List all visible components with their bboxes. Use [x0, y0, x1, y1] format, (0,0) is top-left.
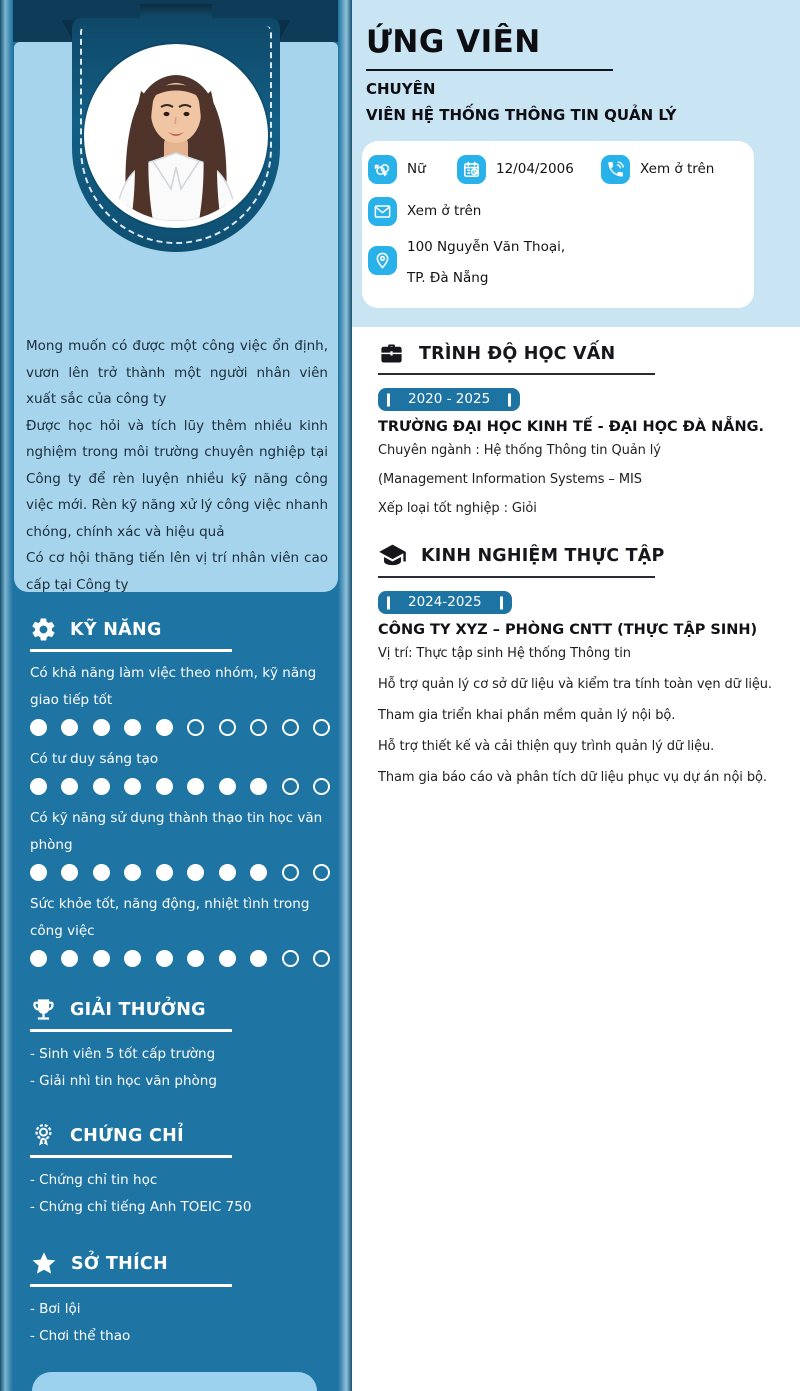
education-section — [378, 340, 796, 519]
rating-dot-filled — [30, 864, 47, 881]
rating-dot-filled — [156, 719, 173, 736]
skill-item — [30, 746, 330, 795]
rating-dot-filled — [93, 719, 110, 736]
contact-dob — [457, 155, 601, 184]
graduation-cap-icon — [378, 541, 407, 570]
certificates-header — [30, 1122, 330, 1158]
rating-dot-empty — [282, 778, 299, 795]
job-title-line1: CHUYÊN — [366, 80, 436, 98]
email-value: Xem ở trên — [407, 203, 482, 219]
sidebar-left-edge — [0, 0, 13, 1391]
education-school: TRƯỜNG ĐẠI HỌC KINH TẾ - ĐẠI HỌC ĐÀ NẴNG. — [378, 419, 765, 435]
trophy-icon — [30, 996, 57, 1023]
contact-email — [368, 197, 481, 226]
address-line1: 100 Nguyễn Văn Thoại, — [407, 239, 566, 255]
rating-dot-filled — [219, 778, 236, 795]
sidebar — [0, 0, 352, 1391]
rating-dot-filled — [124, 719, 141, 736]
hobbies-section — [30, 1250, 330, 1349]
hobby-item: - Chơi thể thao — [30, 1327, 131, 1344]
experience-detail-line: Vị trí: Thực tập sinh Hệ thống Thông tin — [378, 646, 631, 661]
rating-dot-empty — [282, 864, 299, 881]
hobby-item: - Bơi lội — [30, 1301, 81, 1317]
profile-photo — [91, 51, 261, 221]
rating-dot-filled — [30, 950, 47, 967]
education-detail-line: Chuyên ngành : Hệ thống Thông tin Quản lý — [378, 443, 661, 458]
rating-dot-filled — [250, 778, 267, 795]
rating-dot-filled — [187, 864, 204, 881]
experience-detail-line: Hỗ trợ thiết kế và cải thiện quy trình quản lý dữ liệu. — [378, 739, 715, 754]
contact-card — [362, 141, 754, 308]
rating-dot-filled — [61, 950, 78, 967]
rating-dot-filled — [156, 864, 173, 881]
skill-item — [30, 805, 330, 881]
hobbies-title: SỞ THÍCH — [71, 1254, 168, 1274]
skill-label: Có khả năng làm việc theo nhóm, kỹ năng giao tiếp tốt — [30, 665, 317, 708]
sidebar-right-edge — [338, 0, 352, 1391]
dob-value: 12/04/2006 — [496, 161, 574, 177]
education-period-badge: 2020 - 2025 — [378, 388, 520, 411]
gear-icon — [30, 616, 57, 643]
experience-detail-line: Hỗ trợ quản lý cơ sở dữ liệu và kiểm tra tính toàn vẹn dữ liệu. — [378, 677, 772, 692]
education-detail-line: Xếp loại tốt nghiệp : Giỏi — [378, 501, 537, 516]
skill-label: Sức khỏe tốt, năng động, nhiệt tình trong công việc — [30, 896, 310, 939]
rating-dot-filled — [187, 950, 204, 967]
skills-header — [30, 616, 330, 652]
certificates-list — [30, 1167, 330, 1220]
experience-title: KINH NGHIỆM THỰC TẬP — [421, 545, 665, 566]
rating-dot-empty — [282, 950, 299, 967]
objective-paragraph: Có cơ hội thăng tiến lên vị trí nhân viên cao cấp tại Công ty — [26, 550, 328, 593]
rating-dot-filled — [124, 950, 141, 967]
rating-dot-empty — [187, 719, 204, 736]
experience-header — [378, 541, 796, 578]
skill-rating — [30, 950, 330, 967]
rating-dot-filled — [30, 778, 47, 795]
rating-dot-filled — [93, 778, 110, 795]
page-title: ỨNG VIÊN — [366, 24, 541, 60]
objective-paragraph: Được học hỏi và tích lũy thêm nhiều kinh nghiệm trong môi trường chuyên nghiệp tại Công ty để rèn luyện nhiều kỹ năng công việc mới. Rèn kỹ năng xử lý công việc nhanh chóng, chính xác và hiệu quả — [26, 417, 328, 540]
sidebar-bottom-box — [32, 1372, 317, 1391]
skill-rating — [30, 778, 330, 795]
certificate-item: - Chứng chỉ tiếng Anh TOEIC 750 — [30, 1198, 252, 1215]
rating-dot-filled — [250, 950, 267, 967]
job-title-line2: VIÊN HỆ THỐNG THÔNG TIN QUẢN LÝ — [366, 106, 677, 124]
rating-dot-filled — [93, 950, 110, 967]
contact-row-3 — [368, 234, 748, 286]
education-title: TRÌNH ĐỘ HỌC VẤN — [419, 343, 616, 364]
star-icon — [30, 1250, 58, 1278]
skill-label: Có kỹ năng sử dụng thành thạo tin học văn phòng — [30, 810, 323, 853]
skills-list — [30, 660, 330, 967]
education-header — [378, 340, 796, 375]
rating-dot-filled — [156, 950, 173, 967]
rating-dot-filled — [61, 778, 78, 795]
experience-section — [378, 541, 796, 788]
rating-dot-empty — [219, 719, 236, 736]
education-details — [378, 441, 796, 519]
contact-row-2 — [368, 190, 748, 232]
rating-dot-filled — [93, 864, 110, 881]
rating-dot-filled — [30, 719, 47, 736]
award-item: - Sinh viên 5 tốt cấp trường — [30, 1046, 216, 1062]
address-line2: TP. Đà Nẵng — [407, 270, 489, 286]
title-underline — [366, 69, 613, 71]
portrait-illustration — [91, 51, 261, 221]
rating-dot-filled — [124, 778, 141, 795]
experience-company: CÔNG TY XYZ – PHÒNG CNTT (THỰC TẬP SINH) — [378, 622, 758, 638]
contact-gender — [368, 155, 457, 184]
main-column — [352, 0, 800, 1391]
rating-dot-empty — [250, 719, 267, 736]
awards-list — [30, 1041, 330, 1094]
gender-icon — [368, 155, 397, 184]
email-icon — [368, 197, 397, 226]
skill-rating — [30, 719, 330, 736]
calendar-icon — [457, 155, 486, 184]
contact-row-1 — [368, 148, 748, 190]
location-icon — [368, 246, 397, 275]
rating-dot-empty — [313, 778, 330, 795]
experience-period-badge: 2024-2025 — [378, 591, 512, 614]
rating-dot-filled — [219, 950, 236, 967]
medal-icon — [30, 1122, 57, 1149]
briefcase-icon — [378, 340, 405, 367]
rating-dot-empty — [282, 719, 299, 736]
skill-item — [30, 891, 330, 967]
hobbies-header — [30, 1250, 330, 1287]
rating-dot-filled — [61, 719, 78, 736]
education-detail-line: (Management Information Systems – MIS — [378, 472, 642, 487]
awards-section — [30, 996, 330, 1094]
rating-dot-empty — [313, 950, 330, 967]
objective-paragraph: Mong muốn có được một công việc ổn định, vươn lên trở thành một người nhân viên xuất sắc của công ty — [26, 338, 328, 407]
contact-address — [368, 234, 565, 286]
certificates-section — [30, 1122, 330, 1220]
experience-details — [378, 644, 796, 788]
main-body — [352, 327, 800, 799]
profile-photo-frame — [84, 44, 268, 228]
address-value — [407, 234, 565, 286]
skills-title: KỸ NĂNG — [70, 619, 162, 640]
hobbies-list — [30, 1296, 330, 1349]
award-item: - Giải nhì tin học văn phòng — [30, 1072, 217, 1089]
rating-dot-filled — [187, 778, 204, 795]
phone-icon — [601, 155, 630, 184]
certificates-title: CHỨNG CHỈ — [70, 1125, 184, 1146]
certificate-item: - Chứng chỉ tin học — [30, 1172, 158, 1188]
objective-text — [26, 333, 328, 598]
experience-detail-line: Tham gia triển khai phần mềm quản lý nội bộ. — [378, 708, 676, 723]
awards-header — [30, 996, 330, 1032]
rating-dot-empty — [313, 864, 330, 881]
skill-label: Có tư duy sáng tạo — [30, 751, 159, 767]
gender-value: Nữ — [407, 161, 426, 177]
phone-value: Xem ở trên — [640, 161, 715, 177]
rating-dot-filled — [219, 864, 236, 881]
rating-dot-filled — [156, 778, 173, 795]
skills-section — [30, 616, 330, 977]
rating-dot-empty — [313, 719, 330, 736]
skill-item — [30, 660, 330, 736]
experience-detail-line: Tham gia báo cáo và phân tích dữ liệu phục vụ dự án nội bộ. — [378, 770, 767, 785]
contact-phone — [601, 155, 714, 184]
rating-dot-filled — [61, 864, 78, 881]
rating-dot-filled — [250, 864, 267, 881]
skill-rating — [30, 864, 330, 881]
awards-title: GIẢI THƯỞNG — [70, 999, 206, 1020]
rating-dot-filled — [124, 864, 141, 881]
